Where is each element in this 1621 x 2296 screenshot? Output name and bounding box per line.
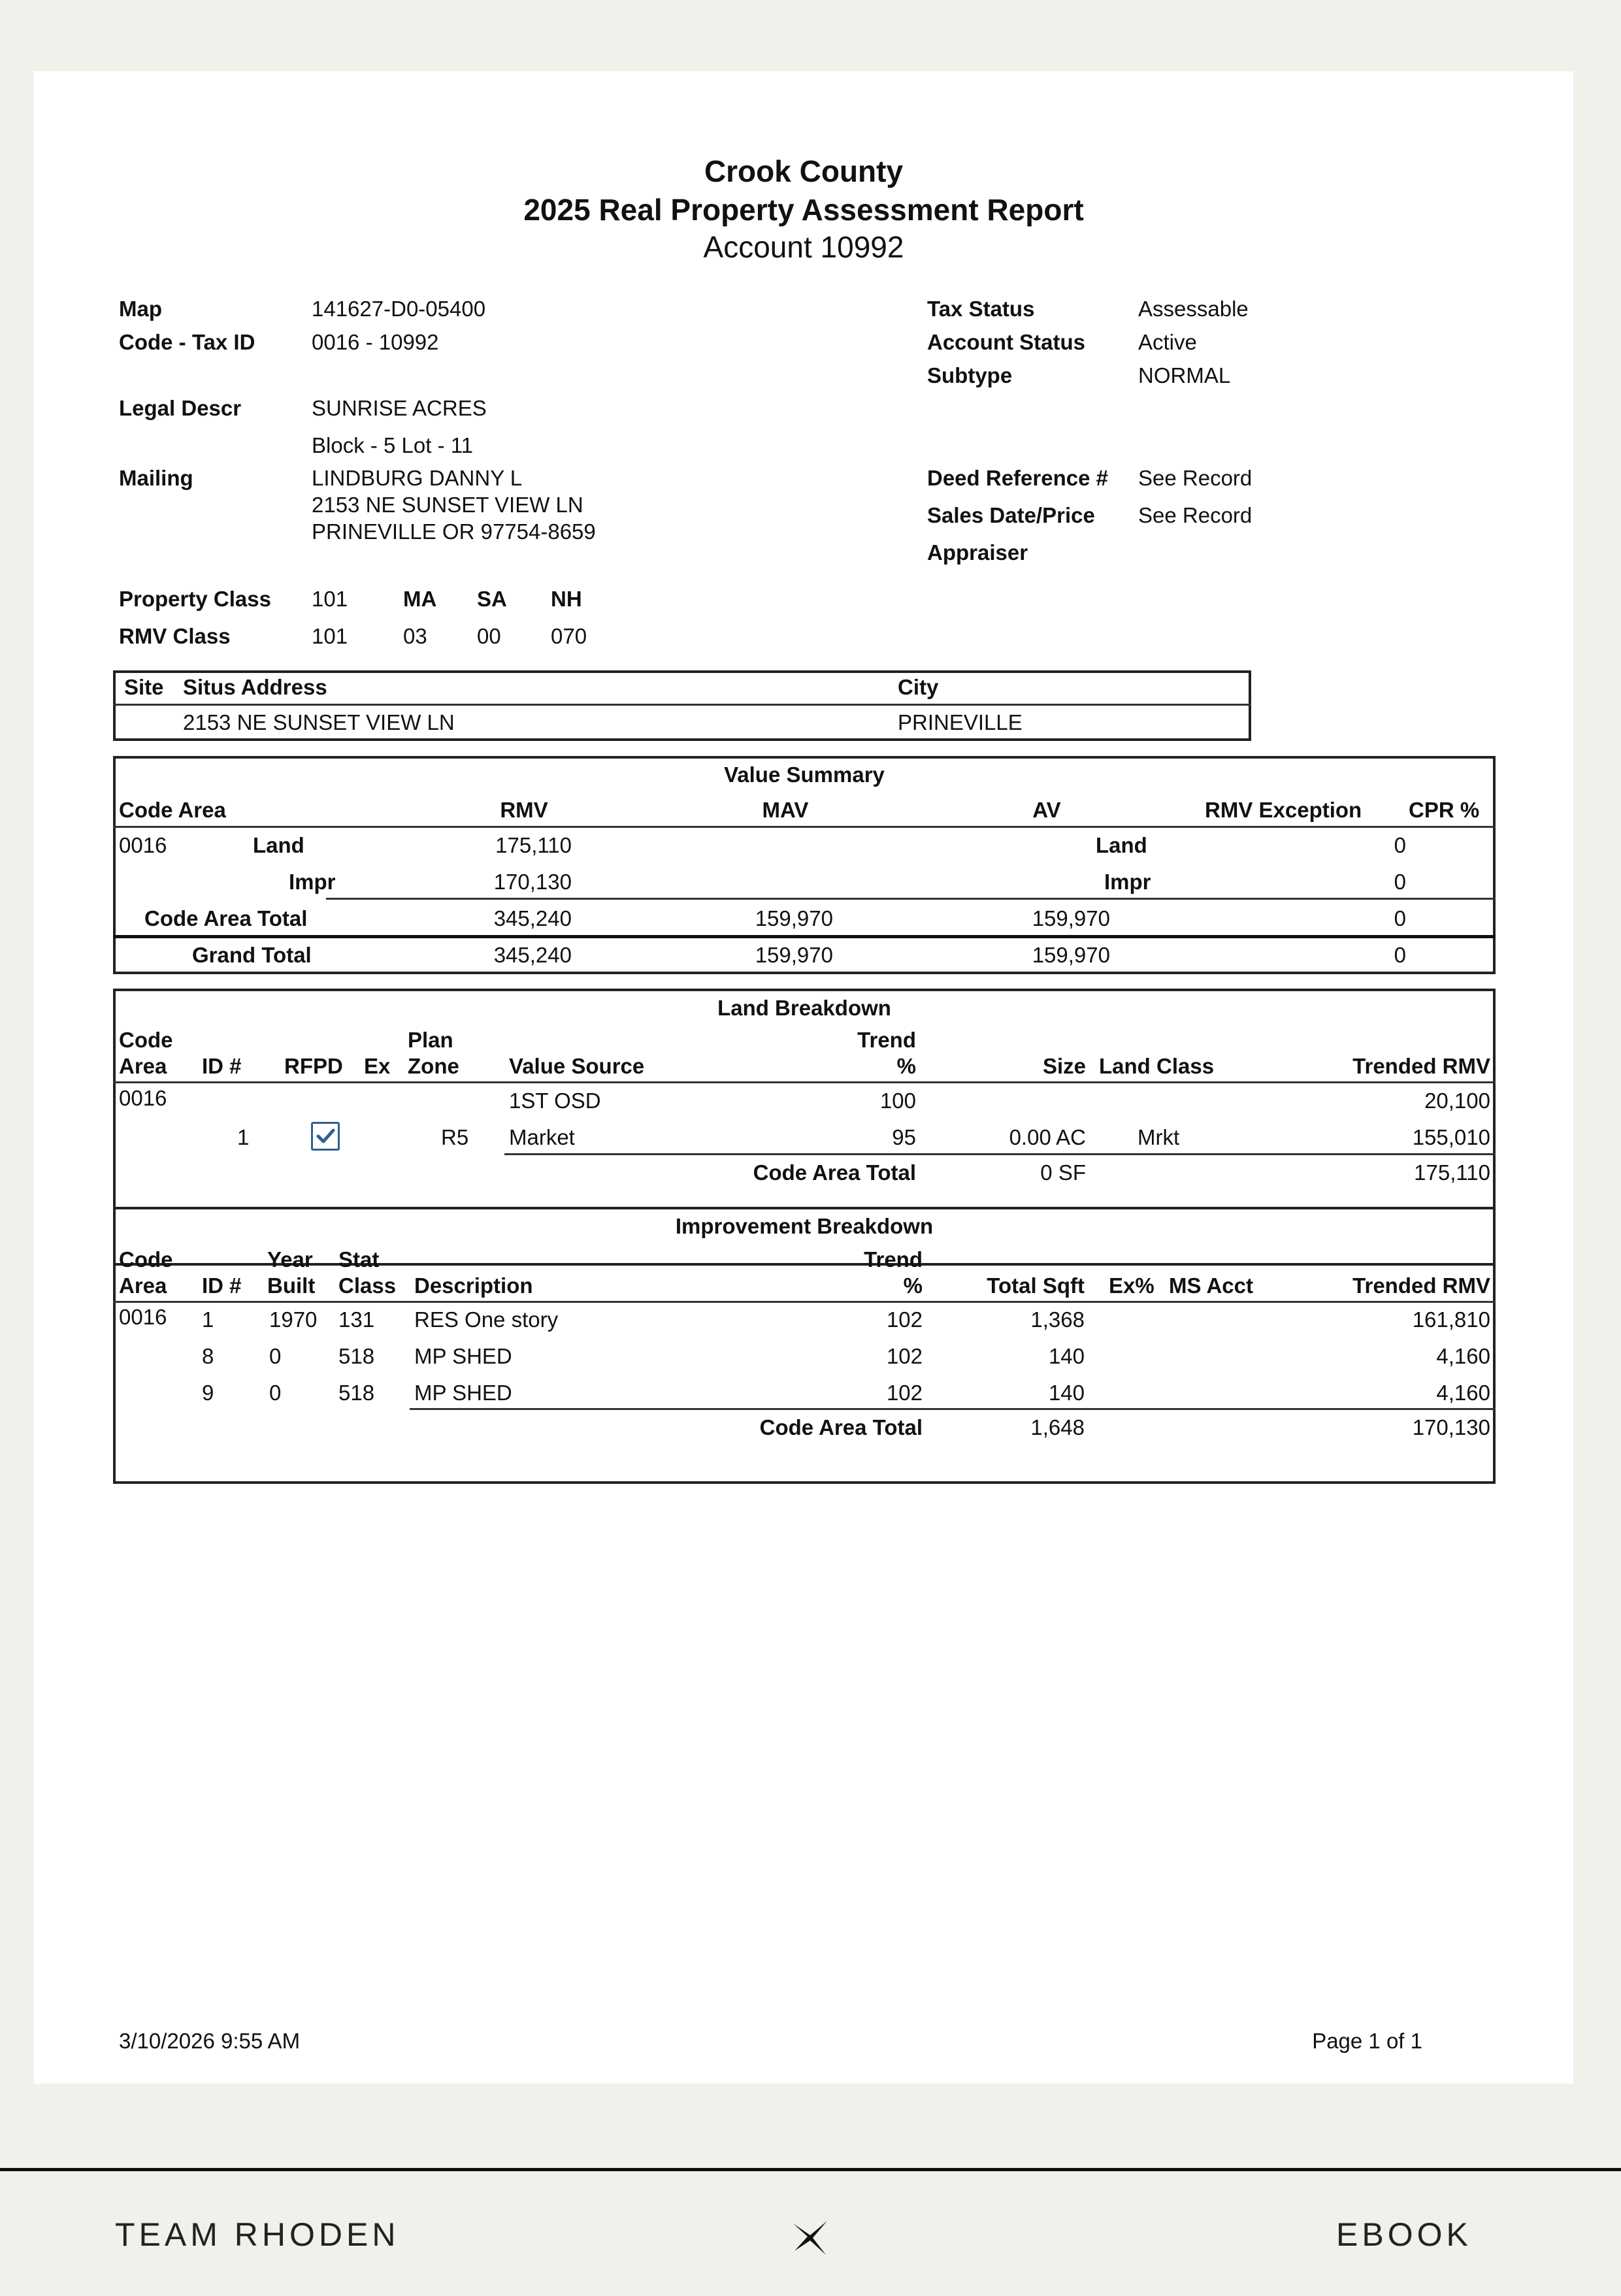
ib-header-year: Year (267, 1247, 313, 1271)
ib-header-stat: Stat (338, 1247, 380, 1271)
rmv-class-label: RMV Class (119, 624, 231, 648)
ib-row-trended-rmv: 161,810 (1412, 1307, 1490, 1332)
vs-impr-label: Impr (289, 870, 336, 894)
legal-descr-value: SUNRISE ACRES (312, 396, 487, 420)
legal-descr-block-lot: Block - 5 Lot - 11 (312, 433, 474, 457)
ma-value: 03 (403, 624, 427, 648)
ib-header-trended-rmv: Trended RMV (1352, 1273, 1490, 1298)
ma-label: MA (403, 587, 437, 611)
ib-row-year: 1970 (269, 1307, 318, 1332)
lb-total-rule (504, 1153, 1496, 1155)
lb-row2-zone: R5 (441, 1125, 469, 1149)
vs-code-area-total-av: 159,970 (1032, 906, 1110, 930)
account-status-value: Active (1138, 330, 1197, 354)
report-page (34, 71, 1573, 2084)
vs-grand-total-rule (113, 935, 1496, 938)
ib-row-stat-class: 518 (338, 1381, 375, 1405)
ib-header-code: Code (119, 1247, 173, 1271)
lb-row1-trended-rmv: 20,100 (1424, 1089, 1490, 1113)
lb-header-zone: Zone (408, 1054, 459, 1078)
lb-header-ex: Ex (364, 1054, 391, 1078)
situs-divider (113, 704, 1251, 706)
vs-land-label: Land (253, 833, 304, 857)
ib-header-rule (113, 1301, 1496, 1303)
four-point-star-icon (791, 2217, 830, 2256)
tax-status-label: Tax Status (927, 297, 1035, 321)
lb-header-code: Code (119, 1028, 173, 1052)
vs-code-area: 0016 (119, 833, 167, 857)
vs-code-area-total-rmv: 345,240 (493, 906, 572, 930)
sa-value: 00 (477, 624, 501, 648)
property-class-value: 101 (312, 587, 348, 611)
ib-code-area: 0016 (119, 1305, 167, 1329)
map-value: 141627-D0-05400 (312, 297, 486, 321)
ib-row-id: 1 (202, 1307, 214, 1332)
lb-header-id: ID # (202, 1054, 242, 1078)
code-tax-id-label: Code - Tax ID (119, 330, 255, 354)
ib-header-ex-pct: Ex% (1109, 1273, 1154, 1298)
nh-value: 070 (551, 624, 587, 648)
site-header: Site (124, 675, 164, 699)
vs-grand-total-exception: 0 (1394, 943, 1406, 967)
mailing-line-1: LINDBURG DANNY L (312, 466, 523, 490)
vs-land-rmv: 175,110 (495, 833, 572, 857)
ib-row-total-sqft: 140 (1048, 1344, 1085, 1368)
ib-header-total-sqft: Total Sqft (987, 1273, 1085, 1298)
lb-header-trended-rmv: Trended RMV (1352, 1054, 1490, 1078)
rfpd-checkbox[interactable] (311, 1122, 340, 1151)
ib-header-area: Area (119, 1273, 167, 1298)
rmv-class-value: 101 (312, 624, 348, 648)
code-tax-id-value: 0016 - 10992 (312, 330, 439, 354)
ib-code-area-total-sqft: 1,648 (1030, 1415, 1085, 1439)
vs-code-area-total-label: Code Area Total (144, 906, 308, 930)
deed-reference-label: Deed Reference # (927, 466, 1108, 490)
ib-header-trend-pct: % (903, 1273, 923, 1298)
vs-subtotal-rule (326, 898, 1496, 900)
sales-date-price-value: See Record (1138, 503, 1253, 527)
ib-row-id: 8 (202, 1344, 214, 1368)
lb-code-area-total-label: Code Area Total (753, 1160, 916, 1185)
ib-header-id: ID # (202, 1273, 242, 1298)
situs-address-header: Situs Address (183, 675, 327, 699)
lb-row2-size: 0.00 AC (1009, 1125, 1086, 1149)
vs-header-rmv: RMV (500, 798, 548, 822)
ib-row-trend: 102 (886, 1381, 923, 1405)
ib-row-stat-class: 518 (338, 1344, 375, 1368)
ib-header-class: Class (338, 1273, 397, 1298)
ib-row-trended-rmv: 4,160 (1436, 1344, 1490, 1368)
map-label: Map (119, 297, 162, 321)
vs-exception-land-label: Land (1096, 833, 1147, 857)
lb-header-rfpd: RFPD (284, 1054, 343, 1078)
appraiser-label: Appraiser (927, 540, 1028, 565)
vs-header-cpr: CPR % (1409, 798, 1480, 822)
account-status-label: Account Status (927, 330, 1086, 354)
report-timestamp: 3/10/2026 9:55 AM (119, 2029, 301, 2053)
ib-row-trend: 102 (886, 1344, 923, 1368)
ib-header-description: Description (414, 1273, 533, 1298)
vs-impr-rmv: 170,130 (493, 870, 572, 894)
vs-grand-total-label: Grand Total (192, 943, 312, 967)
value-summary-title: Value Summary (724, 763, 885, 787)
vs-header-rule (113, 826, 1496, 828)
city-value: PRINEVILLE (898, 710, 1023, 734)
ib-row-total-sqft: 1,368 (1030, 1307, 1085, 1332)
vs-header-rmv-exception: RMV Exception (1205, 798, 1362, 822)
lb-row2-value-source: Market (509, 1125, 575, 1149)
ib-code-area-total-rmv: 170,130 (1412, 1415, 1490, 1439)
county-title: Crook County (704, 154, 904, 188)
lb-header-plan: Plan (408, 1028, 453, 1052)
ib-row-stat-class: 131 (338, 1307, 375, 1332)
nh-label: NH (551, 587, 582, 611)
deed-reference-value: See Record (1138, 466, 1253, 490)
lb-header-land-class: Land Class (1099, 1054, 1215, 1078)
vs-header-code-area: Code Area (119, 798, 226, 822)
lb-code-area-total-rmv: 175,110 (1414, 1160, 1490, 1185)
ib-row-description: MP SHED (414, 1381, 512, 1405)
lb-row1-trend: 100 (879, 1089, 916, 1113)
city-header: City (898, 675, 939, 699)
lb-header-rule (113, 1081, 1496, 1083)
ebook-label: EBOOK (1336, 2216, 1472, 2253)
ib-header-built: Built (267, 1273, 316, 1298)
land-breakdown-title: Land Breakdown (717, 996, 891, 1020)
sales-date-price-label: Sales Date/Price (927, 503, 1095, 527)
subtype-value: NORMAL (1138, 363, 1231, 387)
ib-row-year: 0 (269, 1344, 282, 1368)
mailing-label: Mailing (119, 466, 193, 490)
vs-code-area-total-exception: 0 (1394, 906, 1406, 930)
ib-row-year: 0 (269, 1381, 282, 1405)
ib-row-total-sqft: 140 (1048, 1381, 1085, 1405)
brand-footer (0, 2168, 1621, 2296)
lb-code-area: 0016 (119, 1086, 167, 1110)
ib-header-ms-acct: MS Acct (1169, 1273, 1253, 1298)
tax-status-value: Assessable (1138, 297, 1249, 321)
lb-header-size: Size (1042, 1054, 1086, 1078)
vs-grand-total-mav: 159,970 (755, 943, 833, 967)
vs-exception-impr-label: Impr (1104, 870, 1151, 894)
page-number: Page 1 of 1 (1312, 2029, 1422, 2053)
ib-row-description: MP SHED (414, 1344, 512, 1368)
improvement-breakdown-title: Improvement Breakdown (675, 1214, 934, 1238)
vs-header-mav: MAV (762, 798, 809, 822)
checkmark-icon (313, 1124, 338, 1149)
account-number: Account 10992 (703, 230, 904, 264)
report-title: 2025 Real Property Assessment Report (523, 193, 1084, 227)
subtype-label: Subtype (927, 363, 1013, 387)
vs-code-area-total-mav: 159,970 (755, 906, 833, 930)
vs-header-av: AV (1032, 798, 1061, 822)
ib-code-area-total-label: Code Area Total (759, 1415, 923, 1439)
mailing-line-3: PRINEVILLE OR 97754-8659 (312, 519, 596, 544)
ib-row-description: RES One story (414, 1307, 559, 1332)
legal-descr-label: Legal Descr (119, 396, 242, 420)
lb-header-value-source: Value Source (509, 1054, 645, 1078)
vs-grand-total-rmv: 345,240 (493, 943, 572, 967)
ib-row-trended-rmv: 4,160 (1436, 1381, 1490, 1405)
ib-row-id: 9 (202, 1381, 214, 1405)
ib-row-trend: 102 (886, 1307, 923, 1332)
vs-exception-impr-value: 0 (1394, 870, 1406, 894)
lb-row2-trended-rmv: 155,010 (1412, 1125, 1490, 1149)
brand-name: TEAM RHODEN (115, 2216, 400, 2253)
lb-row2-trend: 95 (892, 1125, 916, 1149)
lb-header-trend-pct: % (896, 1054, 916, 1078)
vs-exception-land-value: 0 (1394, 833, 1406, 857)
value-summary-table (113, 756, 1496, 974)
ib-total-rule (410, 1408, 1496, 1410)
sa-label: SA (477, 587, 507, 611)
lb-header-trend: Trend (857, 1028, 916, 1052)
lb-code-area-total-size: 0 SF (1040, 1160, 1086, 1185)
property-class-label: Property Class (119, 587, 271, 611)
lb-row2-id: 1 (237, 1125, 250, 1149)
ib-header-trend: Trend (864, 1247, 923, 1271)
vs-grand-total-av: 159,970 (1032, 943, 1110, 967)
lb-row2-land-class: Mrkt (1138, 1125, 1180, 1149)
lb-row1-value-source: 1ST OSD (509, 1089, 601, 1113)
improvement-breakdown-table (113, 1207, 1496, 1484)
mailing-line-2: 2153 NE SUNSET VIEW LN (312, 493, 583, 517)
lb-header-area: Area (119, 1054, 167, 1078)
situs-address-value: 2153 NE SUNSET VIEW LN (183, 710, 455, 734)
